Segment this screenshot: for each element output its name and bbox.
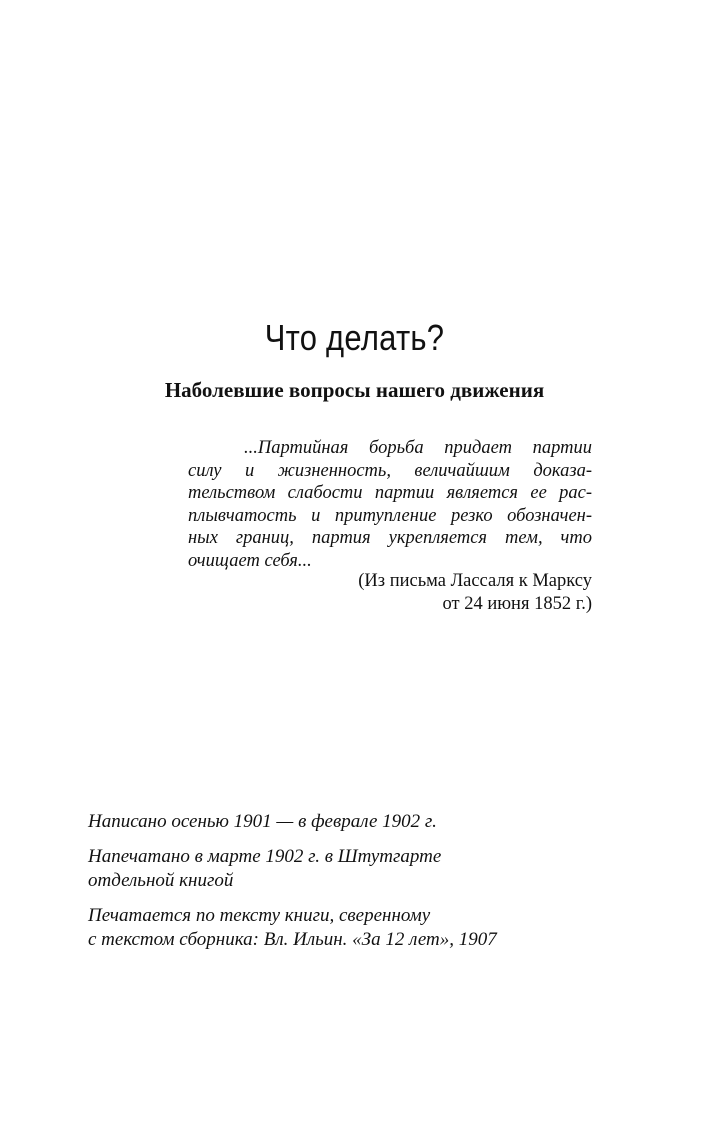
epigraph-source-line: (Из письма Лассаля к Марксу bbox=[358, 571, 592, 591]
note-source-text bbox=[88, 904, 648, 952]
epigraph-source bbox=[188, 570, 592, 616]
epigraph-line: силу и жизненность, величайшим доказа- bbox=[188, 460, 592, 481]
note-line: отдельной книгой bbox=[88, 870, 234, 891]
epigraph-line: плывчатость и притупление резко обозначен- bbox=[188, 505, 592, 526]
epigraph bbox=[188, 437, 592, 572]
note-written bbox=[88, 810, 648, 834]
note-line: Напечатано в марте 1902 г. в Штутгарте bbox=[88, 846, 442, 867]
epigraph-line: ...Партийная борьба придает партии bbox=[244, 438, 592, 458]
page-title: Что делать? bbox=[264, 317, 445, 358]
note-line: Печатается по тексту книги, сверенному bbox=[88, 905, 431, 926]
epigraph-line: очищает себя... bbox=[188, 550, 312, 571]
epigraph-source-line: от 24 июня 1852 г.) bbox=[442, 594, 592, 614]
page-subtitle: Наболевшие вопросы нашего движения bbox=[164, 378, 545, 402]
epigraph-line: ных границ, партия укрепляется тем, что bbox=[188, 528, 592, 548]
note-line: Написано осенью 1901 — в феврале 1902 г. bbox=[88, 811, 437, 832]
epigraph-line: тельством слабости партии является ее рас- bbox=[188, 483, 592, 503]
publication-notes bbox=[88, 810, 648, 963]
note-line: с текстом сборника: Вл. Ильин. «За 12 лет», 1907 bbox=[88, 929, 497, 950]
note-printed bbox=[88, 845, 648, 893]
